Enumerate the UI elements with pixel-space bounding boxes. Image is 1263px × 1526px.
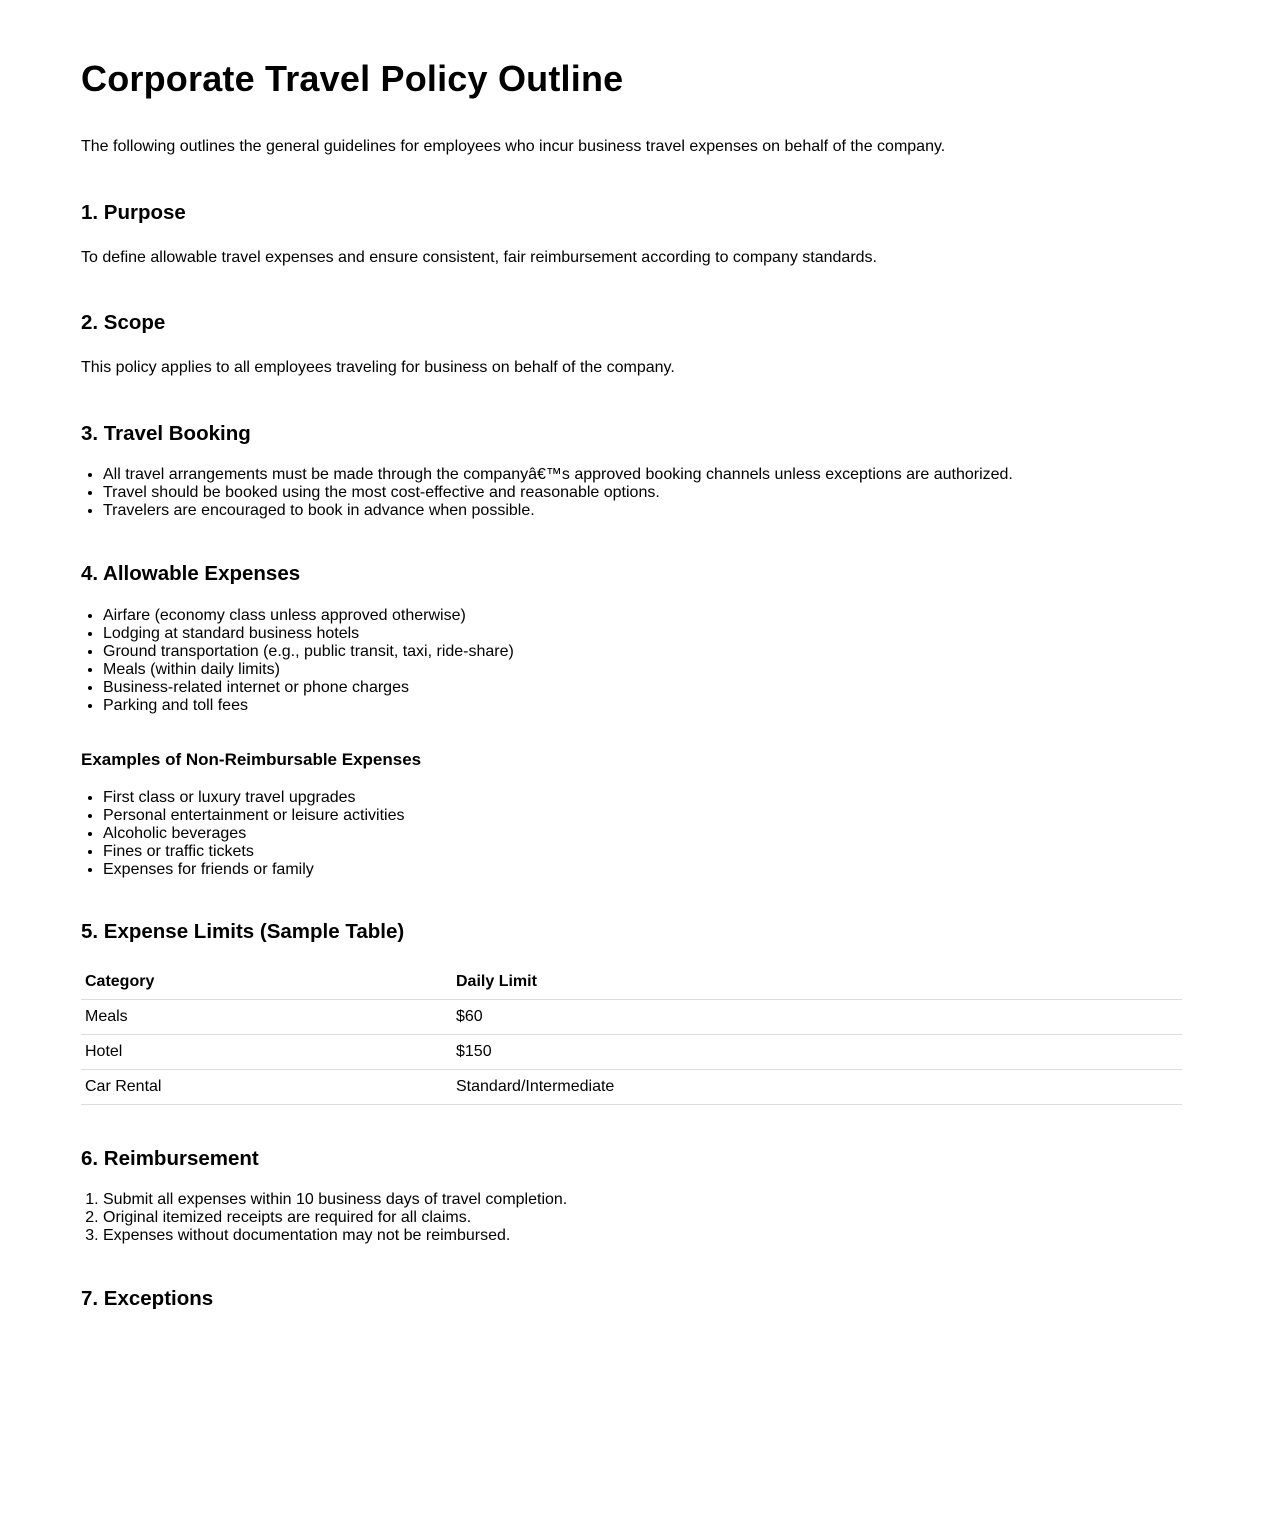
section-heading-expense-limits: 5. Expense Limits (Sample Table) [81, 920, 405, 943]
cell-daily-limit: $60 [452, 1000, 1182, 1035]
booking-list [81, 466, 1013, 520]
page-title: Corporate Travel Policy Outline [81, 58, 624, 99]
list-item: • Airfare (economy class unless approved otherwise) [103, 607, 514, 625]
list-item: • Travel should be booked using the most cost-effective and reasonable options. [103, 484, 1013, 502]
reimbursement-list [81, 1191, 567, 1245]
cell-category: Hotel [81, 1035, 452, 1070]
section-heading-travel-booking: 3. Travel Booking [81, 422, 251, 445]
cell-daily-limit: $150 [452, 1035, 1182, 1070]
list-item: • Personal entertainment or leisure activities [103, 807, 404, 825]
allowable-expenses-list [81, 607, 514, 715]
list-item: • Parking and toll fees [103, 697, 514, 715]
scope-text: This policy applies to all employees traveling for business on behalf of the company. [81, 359, 675, 376]
column-header-category: Category [81, 964, 452, 1000]
cell-category: Car Rental [81, 1070, 452, 1105]
expense-limits-table [81, 964, 1182, 1105]
table-header-row [81, 964, 1182, 1000]
column-header-daily-limit: Daily Limit [452, 964, 1182, 1000]
section-heading-scope: 2. Scope [81, 311, 166, 334]
section-heading-reimbursement: 6. Reimbursement [81, 1147, 259, 1170]
list-item: • Expenses for friends or family [103, 861, 404, 879]
cell-category: Meals [81, 1000, 452, 1035]
policy-document [81, 0, 1182, 1310]
table-row [81, 1035, 1182, 1070]
list-item: • Alcoholic beverages [103, 825, 404, 843]
list-item: 3. Expenses without documentation may not be reimbursed. [103, 1227, 567, 1245]
purpose-text: To define allowable travel expenses and ensure consistent, fair reimbursement according to company standards. [81, 249, 877, 266]
cell-daily-limit: Standard/Intermediate [452, 1070, 1182, 1105]
intro-paragraph: The following outlines the general guidelines for employees who incur business travel expenses on behalf of the company. [81, 138, 946, 155]
subheading-non-reimbursable: Examples of Non-Reimbursable Expenses [81, 750, 422, 769]
list-item: 2. Original itemized receipts are required for all claims. [103, 1209, 567, 1227]
list-item: 1. Submit all expenses within 10 business days of travel completion. [103, 1191, 567, 1209]
list-item: • Meals (within daily limits) [103, 661, 514, 679]
list-item: • All travel arrangements must be made through the companyâ€™s approved booking channels unless exceptions are authorized. [103, 466, 1013, 484]
table-row [81, 1070, 1182, 1105]
section-heading-purpose: 1. Purpose [81, 201, 186, 224]
list-item: • First class or luxury travel upgrades [103, 789, 404, 807]
non-reimbursable-list [81, 789, 404, 879]
list-item: • Fines or traffic tickets [103, 843, 404, 861]
list-item: • Business-related internet or phone charges [103, 679, 514, 697]
section-heading-allowable-expenses: 4. Allowable Expenses [81, 562, 301, 585]
list-item: • Travelers are encouraged to book in advance when possible. [103, 502, 1013, 520]
table-row [81, 1000, 1182, 1035]
list-item: • Lodging at standard business hotels [103, 625, 514, 643]
list-item: • Ground transportation (e.g., public transit, taxi, ride-share) [103, 643, 514, 661]
section-heading-exceptions: 7. Exceptions [81, 1287, 214, 1310]
